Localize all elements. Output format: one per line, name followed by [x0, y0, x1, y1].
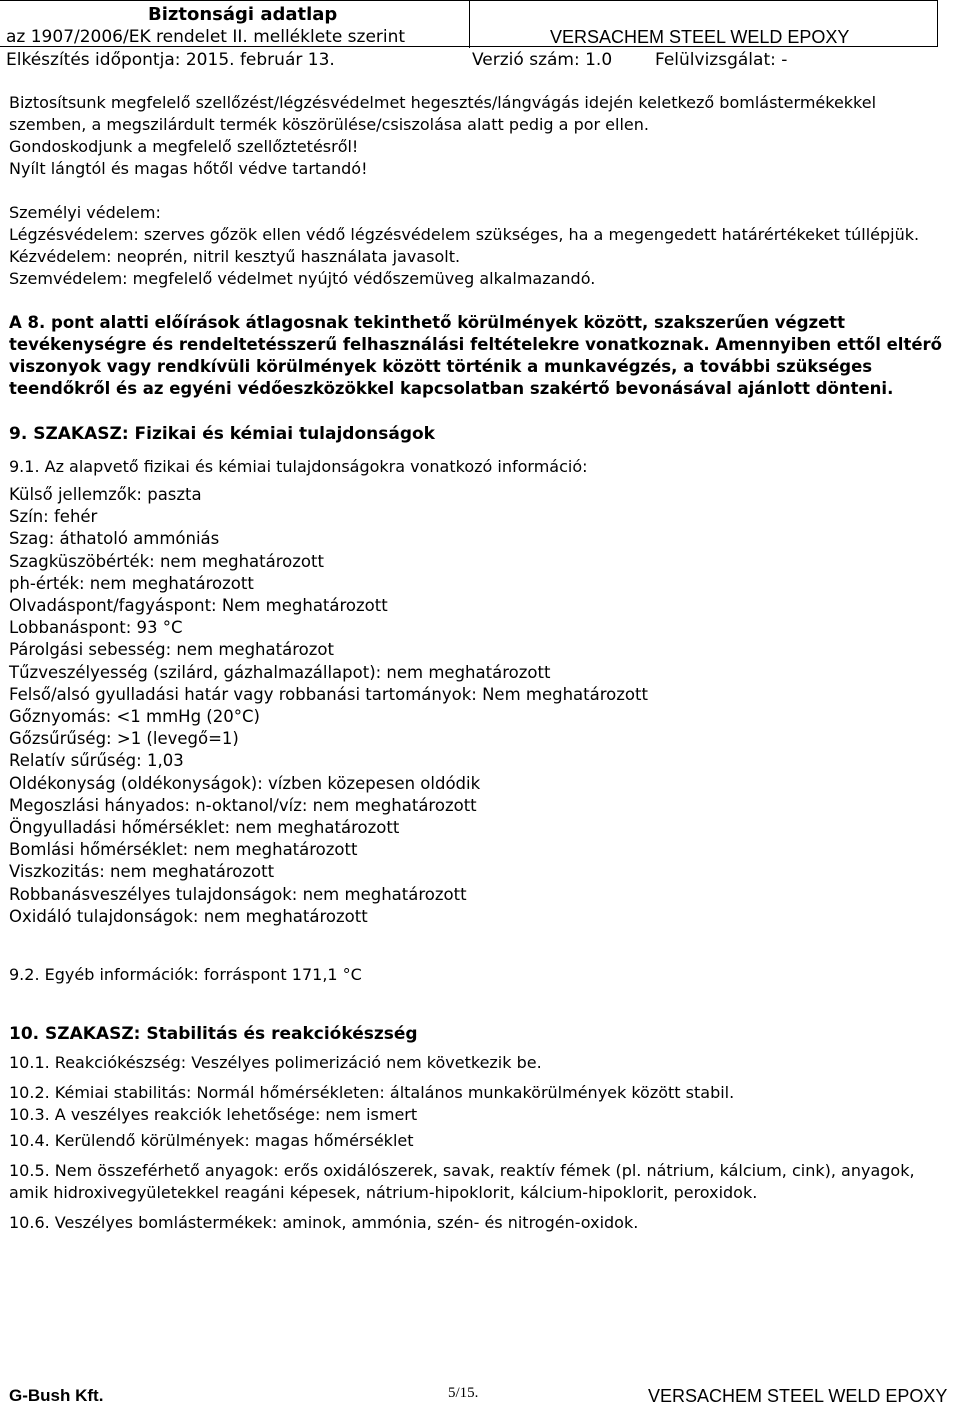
company-name: G-Bush Kft. [9, 1386, 104, 1405]
reactivity: 10.1. Reakciókészség: Veszélyes polimerizáció nem következik be. [9, 1053, 542, 1073]
property-item: Párolgási sebesség: nem meghatározot [9, 640, 334, 660]
chemical-stability: 10.2. Kémiai stabilitás: Normál hőmérsékleten: általános munkakörülmények között stabil. [9, 1083, 735, 1103]
property-item: Külső jellemzők: paszta [9, 485, 202, 504]
property-item: Szagküszöbérték: nem meghatározott [9, 551, 324, 571]
section8-note: A 8. pont alatti előírások átlagosnak tekinthető körülmények között, szakszerűen végzett tevékenységre és rendeltetésszerű felhasználási feltételekre vonatkoznak. Amennyiben ettől eltérő viszonyok vagy rendkívüli körülmények között történik a munkavégzés, a további szükséges teendőkről és az egyéni védőeszközökkel kapcsolatban szakértő bevonásával ajánlott dönteni. [9, 313, 942, 398]
prepared-date: Elkészítés időpontja: 2015. február 13. [6, 50, 335, 70]
document-title: Biztonsági adatlap [148, 4, 338, 25]
property-item: Felső/alsó gyulladási határ vagy robbanási tartományok: Nem meghatározott [9, 684, 648, 704]
flame-warning: Nyílt lángtól és magas hőtől védve tartandó! [9, 159, 368, 178]
section10-heading: 10. SZAKASZ: Stabilitás és reakciókészség [9, 1024, 418, 1045]
property-item: Relatív sűrűség: 1,03 [9, 751, 184, 771]
respiratory-protection: Légzésvédelem: szerves gőzök ellen védő légzésvédelem szükséges, ha a megengedett határértékeket túllépjük. [9, 225, 920, 244]
property-list [9, 484, 954, 928]
document-footer [0, 1384, 960, 1408]
version-number: Verzió szám: 1.0 [472, 50, 613, 70]
document-body [9, 92, 954, 1234]
property-item: Oldékonyság (oldékonyságok): vízben közepesen oldódik [9, 773, 481, 793]
ventilation-text: Biztosítsunk megfelelő szellőzést/légzésvédelmet hegesztés/lángvágás idején keletkező bomlástermékekkel szemben, a megszilárdult termék köszörülése/csiszolása alatt pedig a por ellen. [9, 93, 877, 134]
property-item: Szín: fehér [9, 507, 98, 527]
property-item: Olvadáspont/fagyáspont: Nem meghatározott [9, 596, 388, 616]
property-item: Szag: áthatoló ammóniás [9, 529, 220, 549]
property-item: ph-érték: nem meghatározott [9, 573, 254, 593]
header-left-cell [0, 1, 470, 48]
footer-product-name: VERSACHEM STEEL WELD EPOXY [648, 1386, 948, 1406]
property-item: Lobbanáspont: 93 °C [9, 618, 183, 638]
header-product-name: VERSACHEM STEEL WELD EPOXY [550, 27, 850, 47]
personal-protection-heading: Személyi védelem: [9, 203, 161, 222]
property-item: Tűzveszélyesség (szilárd, gázhalmazállapot): nem meghatározott [9, 662, 551, 682]
hazardous-reactions: 10.3. A veszélyes reakciók lehetősége: nem ismert [9, 1105, 418, 1125]
property-item: Robbanásveszélyes tulajdonságok: nem meghatározott [9, 884, 467, 904]
header-box [0, 0, 938, 47]
decomposition-products: 10.6. Veszélyes bomlástermékek: aminok, ammónia, szén- és nitrogén-oxidok. [9, 1213, 639, 1233]
page-number: 5/15. [448, 1385, 479, 1401]
review-info: Felülvizsgálat: - [655, 50, 788, 70]
section9-2-text: 9.2. Egyéb információk: forráspont 171,1 °C [9, 965, 362, 985]
conditions-to-avoid: 10.4. Kerülendő körülmények: magas hőmérséklet [9, 1131, 414, 1151]
document-header [0, 0, 938, 70]
property-item: Viszkozitás: nem meghatározott [9, 862, 275, 882]
section9-heading: 9. SZAKASZ: Fizikai és kémiai tulajdonságok [9, 424, 435, 444]
property-item: Oxidáló tulajdonságok: nem meghatározott [9, 906, 368, 926]
property-item: Öngyulladási hőmérséklet: nem meghatározott [9, 818, 400, 838]
regulation-text: az 1907/2006/EK rendelet II. melléklete szerint [6, 27, 406, 47]
property-item: Megoszlási hányados: n-oktanol/víz: nem meghatározott [9, 795, 477, 815]
property-item: Gőzsűrűség: >1 (levegő=1) [9, 729, 239, 749]
ventilation-note: Gondoskodjunk a megfelelő szellőztetésről! [9, 137, 359, 156]
section9-1-heading: 9.1. Az alapvető fizikai és kémiai tulajdonságokra vonatkozó információ: [9, 457, 588, 476]
property-item: Gőznyomás: <1 mmHg (20°C) [9, 707, 260, 727]
hand-protection: Kézvédelem: neoprén, nitril kesztyű használata javasolt. [9, 247, 461, 266]
eye-protection: Szemvédelem: megfelelő védelmet nyújtó védőszemüveg alkalmazandó. [9, 269, 596, 288]
property-item: Bomlási hőmérséklet: nem meghatározott [9, 840, 358, 860]
incompatible-materials: 10.5. Nem összeférhető anyagok: erős oxidálószerek, savak, reaktív fémek (pl. nátrium, kálcium, cink), anyagok, amik hidroxivegyületekkel reagáni képesek, nátrium-hipoklorit, kálcium-hipoklorit, peroxidok. [9, 1161, 915, 1203]
